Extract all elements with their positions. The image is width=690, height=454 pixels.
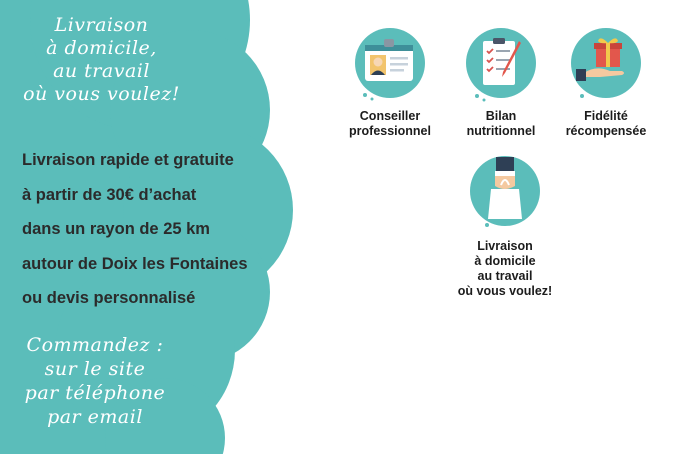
promo-line: ou devis personnalisé bbox=[22, 289, 196, 307]
order-line: Commandez : bbox=[26, 334, 164, 356]
headline-line: où vous voulez! bbox=[23, 83, 180, 105]
order-line: par téléphone bbox=[24, 382, 166, 404]
gift-in-hand-icon bbox=[566, 27, 646, 103]
clipboard-checklist-icon bbox=[461, 27, 541, 103]
feature-label-line: Bilan bbox=[485, 109, 517, 123]
feature-label-line: récompensée bbox=[565, 124, 647, 138]
feature-label-line: à domicile bbox=[474, 254, 536, 268]
feature-advisor bbox=[335, 27, 445, 139]
feature-loyalty bbox=[551, 27, 661, 139]
feature-label-line: professionnel bbox=[349, 124, 431, 138]
feature-label-line: Fidélité bbox=[584, 109, 628, 123]
promo-text bbox=[22, 147, 282, 320]
feature-delivery bbox=[445, 155, 565, 299]
promo-line: autour de Doix les Fontaines bbox=[22, 254, 248, 273]
feature-label bbox=[335, 109, 445, 139]
promo-line: Livraison rapide et gratuite bbox=[22, 151, 234, 169]
hand-bag-delivery-icon bbox=[465, 155, 545, 233]
feature-label-line: où vous voulez! bbox=[457, 284, 553, 298]
feature-label bbox=[445, 239, 565, 299]
feature-label-line: au travail bbox=[477, 269, 533, 283]
order-info bbox=[10, 333, 180, 429]
feature-label bbox=[446, 109, 556, 139]
headline-line: à domicile, bbox=[46, 37, 157, 59]
promo-line: à partir de 30€ d’achat bbox=[22, 185, 197, 204]
order-line: par email bbox=[47, 406, 143, 428]
feature-nutrition bbox=[446, 27, 556, 139]
headline-line: Livraison bbox=[54, 14, 149, 36]
promo-line: dans un rayon de 25 km bbox=[22, 220, 210, 238]
headline bbox=[14, 14, 189, 106]
feature-label-line: Livraison bbox=[477, 239, 533, 253]
advisor-badge-icon bbox=[350, 27, 430, 103]
feature-label-line: nutritionnel bbox=[466, 124, 536, 138]
order-line: sur le site bbox=[44, 358, 146, 380]
feature-label bbox=[551, 109, 661, 139]
feature-label-line: Conseiller bbox=[359, 109, 421, 123]
headline-line: au travail bbox=[53, 60, 150, 82]
